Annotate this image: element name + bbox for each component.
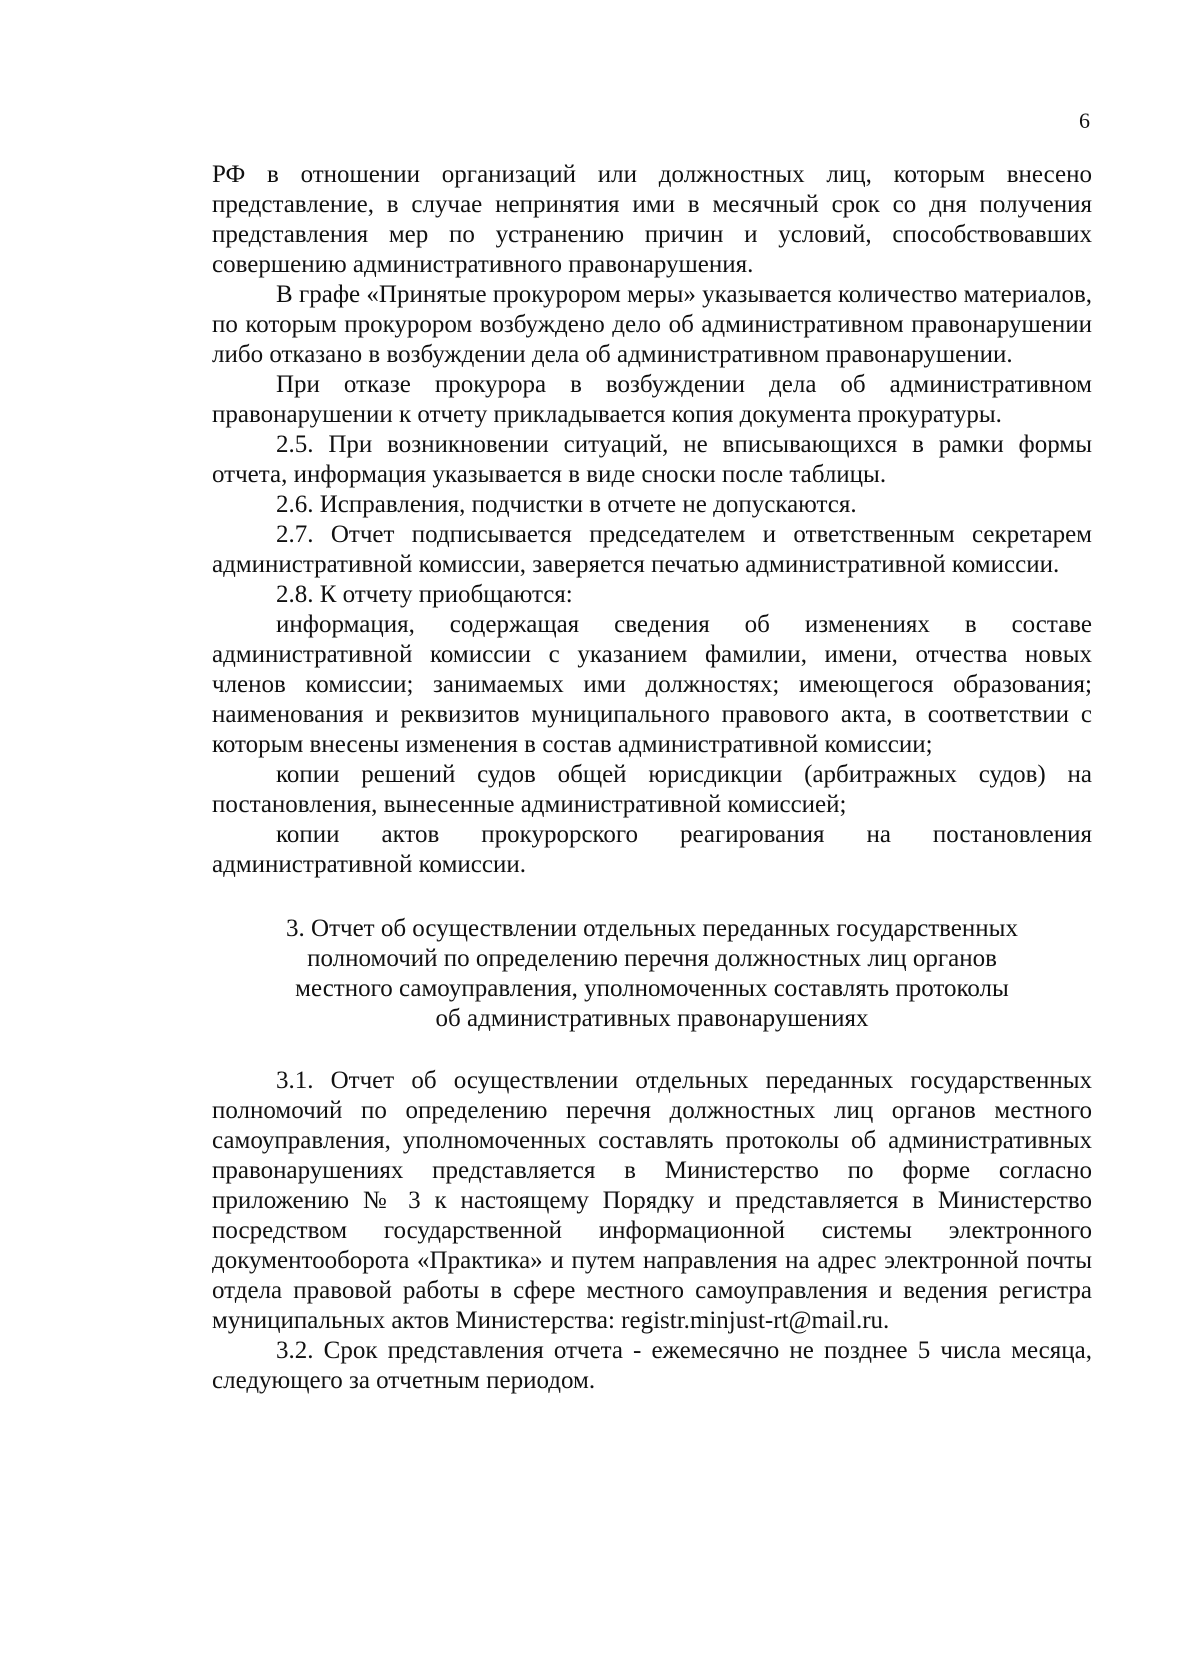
paragraph-attachment-info: информация, содержащая сведения об изменениях в составе административной комиссии с указанием фамилии, имени, отчества новых членов комиссии; занимаемых ими должностях; имеющегося образования; наименования и реквизитов муниципального правового акта, в соответствии с которым внесены изменения в состав административной комиссии; <box>212 611 1092 758</box>
paragraph-attachment-court-decisions: копии решений судов общей юрисдикции (арбитражных судов) на постановления, вынесенные административной комиссией; <box>212 761 1092 818</box>
paragraph-continuation: РФ в отношении организаций или должностных лиц, которым внесено представление, в случае непринятия ими в месячный срок со дня получения представления мер по устранению причин и условий, способствовавших совершению административного правонарушения. <box>212 161 1092 278</box>
paragraph-attachment-prosecutor-acts: копии актов прокурорского реагирования на постановления административной комиссии. <box>212 821 1092 878</box>
paragraph-2-6: 2.6. Исправления, подчистки в отчете не допускаются. <box>276 491 857 518</box>
page-number: 6 <box>1079 108 1090 133</box>
paragraph-2-8: 2.8. К отчету приобщаются: <box>276 581 573 608</box>
paragraph-3-1: 3.1. Отчет об осуществлении отдельных переданных государственных полномочий по определению перечня должностных лиц органов местного самоуправления, уполномоченных составлять протоколы об административных правонарушениях представляется в Министерство по форме согласно приложению № 3 к настоящему Порядку и представляется в Министерство посредством государственной информационной системы электронного документооборота «Практика» и путем направления на адрес электронной почты отдела правовой работы в сфере местного самоуправления и ведения регистра муниципальных актов Министерства: registr.minjust-rt@mail.ru. <box>212 1067 1092 1334</box>
paragraph-2-7: 2.7. Отчет подписывается председателем и ответственным секретарем административной комиссии, заверяется печатью административной комиссии. <box>212 521 1092 578</box>
section-3-heading-line: полномочий по определению перечня должностных лиц органов <box>307 945 997 972</box>
document-body <box>212 160 1092 1396</box>
section-3-heading-line: местного самоуправления, уполномоченных составлять протоколы <box>295 975 1009 1002</box>
section-3-heading-line: 3. Отчет об осуществлении отдельных переданных государственных <box>286 915 1018 942</box>
section-3-heading-line: об административных правонарушениях <box>435 1005 869 1032</box>
paragraph-3-2: 3.2. Срок представления отчета - ежемесячно не позднее 5 числа месяца, следующего за отчетным периодом. <box>212 1337 1092 1394</box>
paragraph-2-5: 2.5. При возникновении ситуаций, не вписывающихся в рамки формы отчета, информация указывается в виде сноски после таблицы. <box>212 431 1092 488</box>
paragraph-prosecutor-refusal: При отказе прокурора в возбуждении дела об административном правонарушении к отчету прикладывается копия документа прокуратуры. <box>212 371 1092 428</box>
section-3-heading <box>212 914 1092 1034</box>
paragraph-prosecutor-measures: В графе «Принятые прокурором меры» указывается количество материалов, по которым прокурором возбуждено дело об административном правонарушении либо отказано в возбуждении дела об административном правонарушении. <box>212 281 1092 368</box>
